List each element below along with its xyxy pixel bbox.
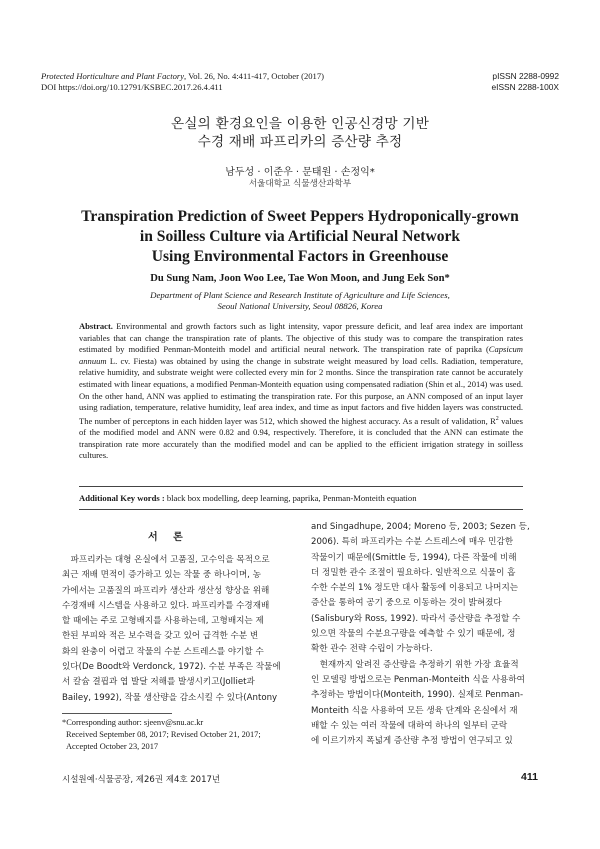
text-line: 배할 수 있는 여러 작물에 대하여 하나의 일부터 군락 bbox=[311, 720, 508, 731]
doi-link[interactable]: DOI https://doi.org/10.12791/KSBEC.2017.26.4.411 bbox=[41, 82, 223, 92]
text-line: 수경재배 시스템을 사용하고 있다. 파프리카를 수경재배 bbox=[62, 600, 270, 611]
text-line: 있으면 작물의 수분요구량을 예측할 수 있기 때문에, 정 bbox=[311, 629, 516, 640]
text-line: 작물이기 때문에(Smittle 등, 1994), 다른 작물에 비해 bbox=[311, 552, 517, 563]
abstract-label: Abstract. bbox=[79, 321, 113, 331]
divider-bottom bbox=[79, 509, 523, 510]
journal-name: Protected Horticulture and Plant Factory bbox=[41, 71, 185, 81]
text-line: 추정하는 방법이다(Monteith, 1990). 실제로 Penman- bbox=[311, 690, 524, 701]
text-line: 서 칼슘 결핍과 엽 발달 저해를 발생시키고(Jolliet과 bbox=[62, 677, 255, 688]
keywords-text: black box modelling, deep learning, paprika, Penman-Monteith equation bbox=[164, 493, 417, 503]
left-column bbox=[62, 553, 302, 706]
abstract-text-1: Environmental and growth factors such as light intensity, vapor pressure deficit, and leaf area index are important variables that can change the transpiration rate of plants. The objective of this study was to compare the transpiration rates estimated by modified Penman-Monteith model and artificial neural network. The transpiration rate of paprika ( bbox=[79, 321, 523, 355]
text-line: 확한 관수 전략 수립이 가능하다. bbox=[311, 644, 433, 655]
section-heading: 서 론 bbox=[148, 532, 189, 543]
korean-affiliation: 서울대학교 식물생산과학부 bbox=[248, 179, 352, 189]
footnote-rule bbox=[62, 713, 172, 714]
right-column bbox=[311, 520, 546, 749]
korean-authors: 남두성 · 이준우 · 문태원 · 손정익* bbox=[225, 167, 375, 178]
korean-title-line1: 온실의 환경요인을 이용한 인공신경망 기반 bbox=[170, 116, 430, 132]
text-line: and Singadhupe, 2004; Moreno 등, 2003; Sezen 등, bbox=[311, 522, 530, 532]
text-line: 최근 재배 면적이 증가하고 있는 작물 중 하나이며, 농 bbox=[62, 570, 261, 581]
abstract-text-2: L. cv. Fiesta) was obtained by using the change in substrate weight measured by load cells. Radiation, temperature, relative humidity, and substrate weight were collected every min for 2 months. Since the transpiration rate cannot be accurately estimated with linear equations, a modified Penman-Monteith equation using compensated radiation (Shin et al., 2014) was used. On the other hand, ANN was applied to estimating the transpiration rate. For this purpose, an ANN composed of an input layer using radiation, temperature, relative humidity, leaf area index, and time as input factors and five hidden layers was constructed. The number of perceptons in each hidden layer was 512, which showed the highest accuracy. As a result of validation, R bbox=[79, 355, 523, 426]
keywords bbox=[79, 493, 523, 503]
text-line: 에 이르기까지 폭넓게 증산량 추정 방법이 연구되고 있 bbox=[311, 736, 513, 747]
divider-top bbox=[79, 486, 523, 487]
text-line: 가에서는 고품질의 파프리카 생산과 생산성 향상을 위해 bbox=[62, 585, 270, 596]
text-line: 할 때에는 주로 고형배지를 사용하는데, 고형배지는 제 bbox=[62, 616, 264, 627]
page-number: 411 bbox=[521, 771, 538, 783]
text-line: 한된 부피와 적은 보수력을 갖고 있어 급격한 수분 변 bbox=[62, 631, 259, 642]
text-line: 증산을 통하여 공기 중으로 이동하는 것이 밝혀졌다 bbox=[311, 598, 502, 609]
english-affiliation-line1: Department of Plant Science and Research Institute of Agriculture and Life Sciences, bbox=[150, 290, 450, 300]
english-title-line3: Using Environmental Factors in Greenhouse bbox=[151, 248, 449, 265]
korean-title-line2: 수경 재배 파프리카의 증산량 추정 bbox=[197, 134, 403, 150]
text-line: 파프리카는 대형 온실에서 고품질, 고수익을 목적으로 bbox=[62, 555, 270, 565]
keywords-label: Additional Key words : bbox=[79, 493, 165, 503]
abstract-text-3: values of the modified model and ANN were 0.82 and 0.94, respectively. Therefore, it is concluded that the ANN can estimate the transpiration rate more accurately than the modified model and can be applied to the efficient irrigation strategy in soilless cultures. bbox=[79, 415, 523, 461]
volume-info: , Vol. 26, No. 4:411-417, October (2017) bbox=[184, 71, 325, 81]
abstract bbox=[79, 321, 523, 462]
footnote-received: Received September 08, 2017; Revised October 21, 2017; bbox=[66, 730, 261, 739]
footnote-corresponding: *Corresponding author: sjeenv@snu.ac.kr bbox=[62, 718, 204, 727]
footnote-accepted: Accepted October 23, 2017 bbox=[66, 742, 159, 751]
text-line: 2006). 특히 파프리카는 수분 스트레스에 매우 민감한 bbox=[311, 537, 514, 548]
english-title-line2: in Soilless Culture via Artificial Neural Network bbox=[139, 228, 461, 245]
text-line: 수한 수분의 1% 정도만 대사 활동에 이용되고 나머지는 bbox=[311, 583, 519, 594]
footer-journal: 시설원예·식물공장, 제26권 제4호 2017년 bbox=[62, 775, 221, 785]
english-authors: Du Sung Nam, Joon Woo Lee, Tae Won Moon, and Jung Eek Son* bbox=[150, 273, 450, 284]
text-line: 화의 완충이 어렵고 작물의 수분 스트레스를 야기할 수 bbox=[62, 646, 264, 657]
eissn: eISSN 2288-100X bbox=[491, 82, 559, 92]
english-affiliation-line2: Seoul National University, Seoul 08826, Korea bbox=[217, 301, 383, 311]
text-line: 인 모델링 방법으로는 Penman-Monteith 식을 사용하여 bbox=[311, 674, 525, 685]
text-line: (Salisbury와 Ross, 1992). 따라서 증산량을 추정할 수 bbox=[311, 613, 521, 624]
english-title-line1: Transpiration Prediction of Sweet Peppers Hydroponically-grown bbox=[81, 208, 519, 225]
text-line: 현재까지 알려진 증산량을 추정하기 위한 가장 효율적 bbox=[311, 659, 519, 670]
species-name: Capsicum annuum bbox=[79, 344, 523, 366]
journal-citation bbox=[41, 71, 324, 82]
superscript-2: 2 bbox=[495, 415, 499, 422]
pissn: pISSN 2288-0992 bbox=[492, 71, 559, 81]
text-line: 더 정밀한 관수 조절이 필요하다. 일반적으로 식물이 흡 bbox=[311, 567, 516, 578]
text-line: Bailey, 1992), 작물 생산량을 감소시킬 수 있다(Antony bbox=[62, 692, 278, 703]
text-line: 있다(De Boodt와 Verdonck, 1972). 수분 부족은 작물에 bbox=[62, 662, 281, 673]
text-line: Monteith 식을 사용하여 모든 생육 단계와 온실에서 재 bbox=[311, 705, 518, 716]
